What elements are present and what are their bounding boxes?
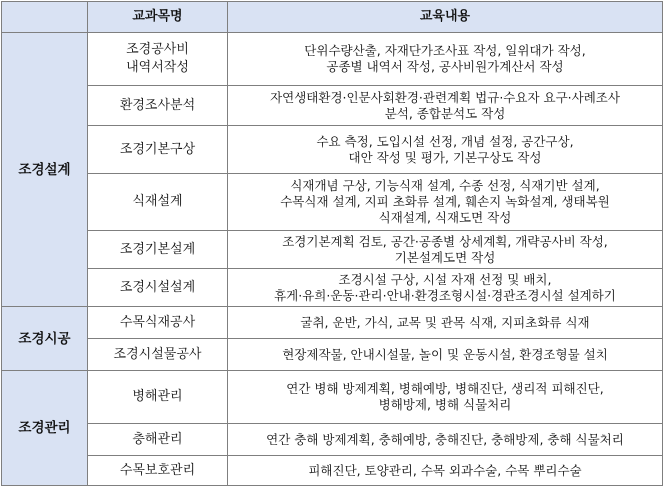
table-row: [2, 307, 663, 339]
course-name: 조경시설물공사: [88, 339, 228, 371]
group-landscape-management: 조경관리: [2, 371, 88, 486]
table-row: [2, 456, 663, 486]
course-content: 자연생태환경·인문사회환경·관련계획 법규·수요자 요구·사례조사 분석, 종합분석도 작성: [228, 86, 663, 126]
course-content: 피해진단, 토양관리, 수목 외과수술, 수목 뿌리수술: [228, 456, 663, 486]
course-name: 조경기본설계: [88, 231, 228, 269]
course-name: 조경기본구상: [88, 126, 228, 174]
table-row: [2, 126, 663, 174]
course-name: 수목보호관리: [88, 456, 228, 486]
header-blank-cell: [2, 2, 88, 33]
course-content: 단위수량산출, 자재단가조사표 작성, 일위대가 작성, 공종별 내역서 작성, 공사비원가계산서 작성: [228, 33, 663, 86]
course-content: 조경시설 구상, 시설 자재 선정 및 배치, 휴게·유희·운동·관리·안내·환경조형시설·경관조경시설 설계하기: [228, 269, 663, 307]
table-row: [2, 269, 663, 307]
course-name: 병해관리: [88, 371, 228, 424]
curriculum-table: [1, 1, 663, 486]
group-landscape-construction: 조경시공: [2, 307, 88, 371]
header-course-name: 교과목명: [88, 2, 228, 33]
table-row: [2, 371, 663, 424]
course-content: 현장제작물, 안내시설물, 놀이 및 운동시설, 환경조형물 설치: [228, 339, 663, 371]
course-content: 연간 병해 방제계획, 병해예방, 병해진단, 생리적 피해진단, 병해방제, 병해 식물처리: [228, 371, 663, 424]
course-content: 식재개념 구상, 기능식재 설계, 수종 선정, 식재기반 설계, 수목식재 설계, 지피 초화류 설계, 훼손지 녹화설계, 생태복원 식재설계, 식재도면 작성: [228, 174, 663, 231]
course-content: 수요 측정, 도입시설 선정, 개념 설정, 공간구상, 대안 작성 및 평가, 기본구상도 작성: [228, 126, 663, 174]
course-name: 환경조사분석: [88, 86, 228, 126]
course-name: 식재설계: [88, 174, 228, 231]
course-content: 굴취, 운반, 가식, 교목 및 관목 식재, 지피초화류 식재: [228, 307, 663, 339]
course-content: 조경기본계획 검토, 공간·공종별 상세계획, 개략공사비 작성, 기본설계도면 작성: [228, 231, 663, 269]
course-name: 조경시설설계: [88, 269, 228, 307]
header-course-content: 교육내용: [228, 2, 663, 33]
header-row: [2, 2, 663, 33]
group-landscape-design: 조경설계: [2, 33, 88, 307]
table-row: [2, 424, 663, 456]
course-name: 수목식재공사: [88, 307, 228, 339]
course-content: 연간 충해 방제계획, 충해예방, 충해진단, 충해방제, 충해 식물처리: [228, 424, 663, 456]
table-row: [2, 33, 663, 86]
table-row: [2, 339, 663, 371]
table-row: [2, 174, 663, 231]
table-row: [2, 86, 663, 126]
course-name: 조경공사비 내역서작성: [88, 33, 228, 86]
course-name: 충해관리: [88, 424, 228, 456]
table-row: [2, 231, 663, 269]
